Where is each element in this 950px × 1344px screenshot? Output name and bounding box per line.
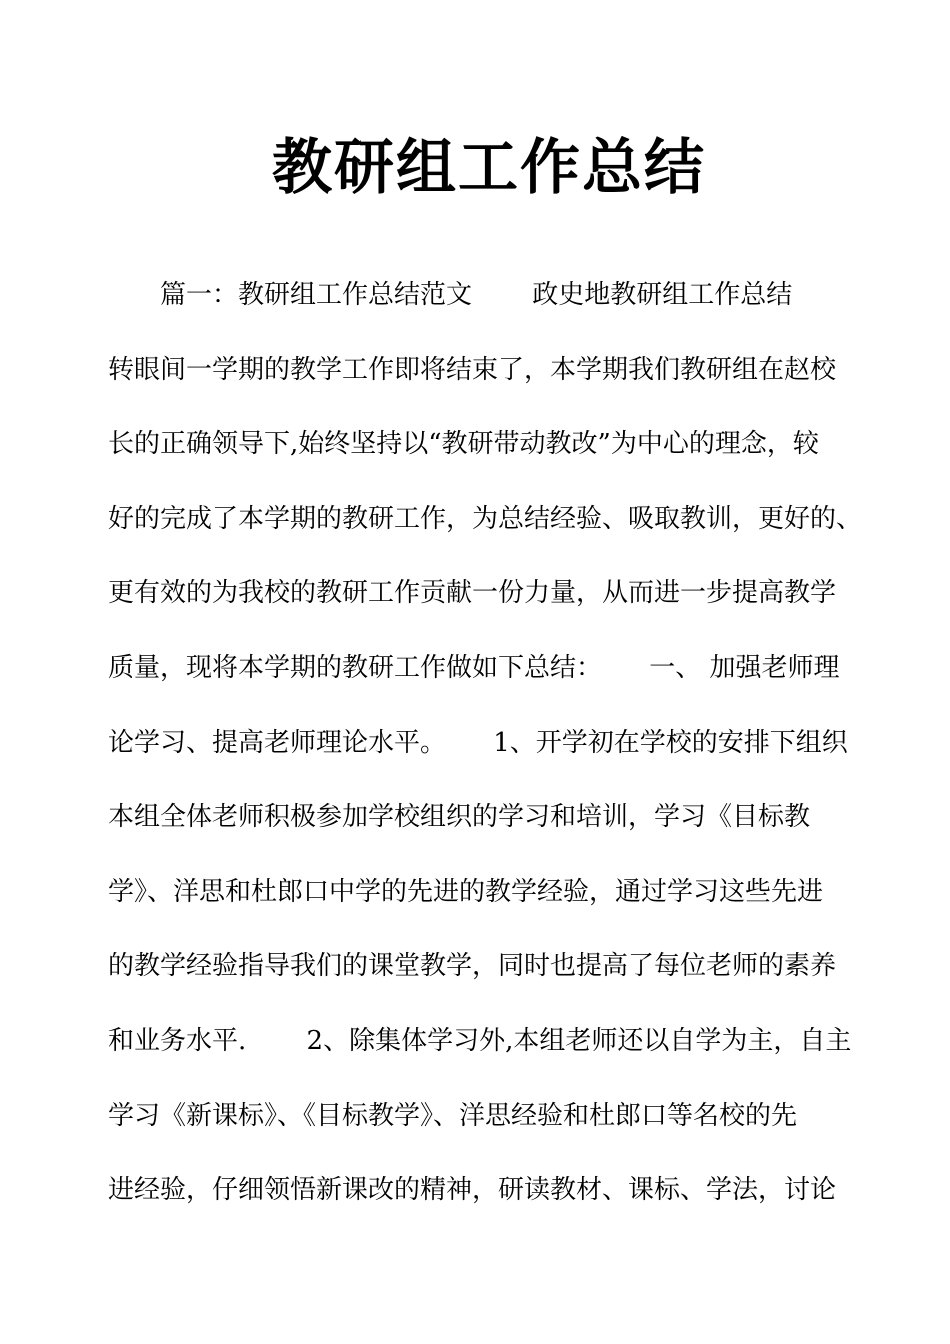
document-title: 教研组工作总结 [272, 133, 706, 203]
body-line: 进经验，仔细领悟新课改的精神，研读教材、课标、学法，讨论 [108, 1175, 837, 1205]
body-line: 篇一：教研组工作总结范文 政史地教研组工作总结 [108, 280, 793, 310]
body-line: 本组全体老师积极参加学校组织的学习和培训，学习《目标教 [108, 802, 811, 832]
body-line: 论学习、提高老师理论水平。 1、开学初在学校的安排下组织 [108, 728, 848, 758]
body-line: 的教学经验指导我们的课堂教学，同时也提高了每位老师的素养 [108, 951, 837, 981]
body-line: 和业务水平. 2、除集体学习外,本组老师还以自学为主，自主 [108, 1026, 852, 1056]
body-line: 学习《新课标》、《目标教学》、洋思经验和杜郎口等名校的先 [108, 1101, 798, 1131]
body-line: 质量，现将本学期的教研工作做如下总结： 一、 加强老师理 [108, 653, 840, 683]
body-line: 长的正确领导下,始终坚持以“教研带动教改”为中心的理念，较 [108, 429, 819, 459]
body-line: 更有效的为我校的教研工作贡献一份力量，从而进一步提高教学 [108, 578, 837, 608]
body-line: 好的完成了本学期的教研工作，为总结经验、吸取教训，更好的、 [108, 504, 863, 534]
body-line: 转眼间一学期的教学工作即将结束了，本学期我们教研组在赵校 [108, 355, 837, 385]
body-line: 学》、洋思和杜郎口中学的先进的教学经验，通过学习这些先进 [108, 877, 824, 907]
